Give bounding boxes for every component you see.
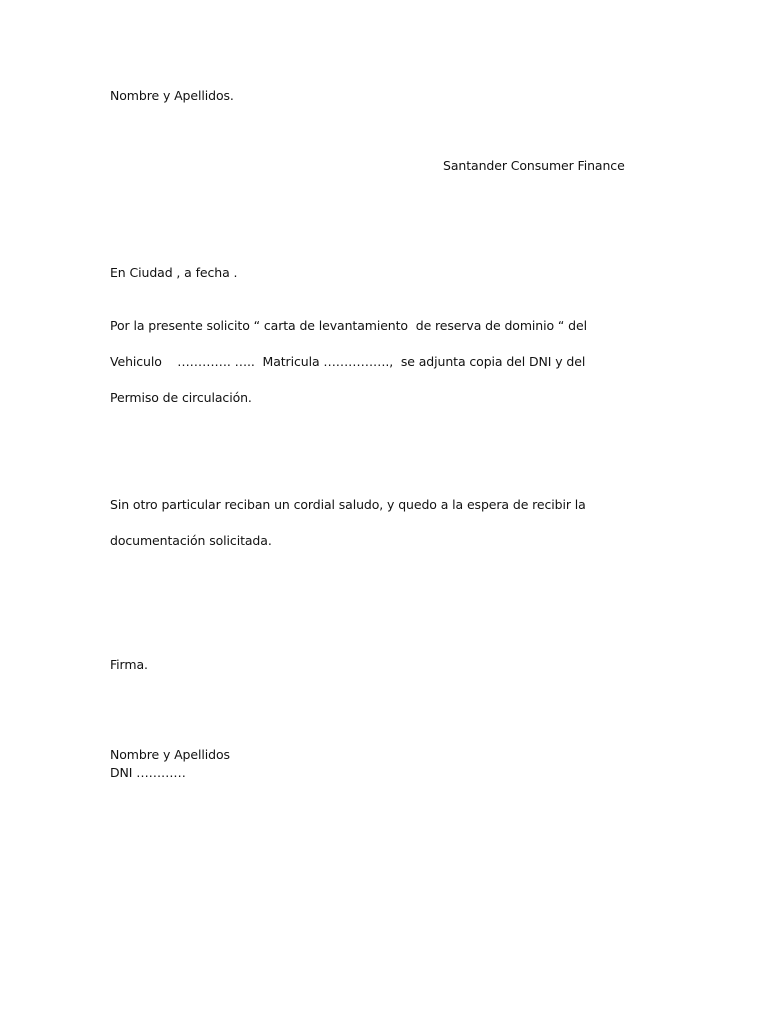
closing-paragraph-line-2: documentación solicitada. — [110, 533, 272, 548]
signer-name-label: Nombre y Apellidos — [110, 747, 230, 762]
sender-name: Nombre y Apellidos. — [110, 88, 234, 103]
request-paragraph-line-1: Por la presente solicito “ carta de levantamiento de reserva de dominio “ del — [110, 318, 587, 333]
request-paragraph-line-3: Permiso de circulación. — [110, 390, 252, 405]
signer-dni-label: DNI ………… — [110, 765, 186, 780]
place-date: En Ciudad , a fecha . — [110, 265, 238, 280]
request-paragraph-line-2: Vehiculo …………. ….. Matricula ……………., se adjunta copia del DNI y del — [110, 354, 586, 369]
signature-label: Firma. — [110, 657, 148, 672]
closing-paragraph-line-1: Sin otro particular reciban un cordial saludo, y quedo a la espera de recibir la — [110, 497, 586, 512]
recipient-name: Santander Consumer Finance — [443, 158, 625, 173]
